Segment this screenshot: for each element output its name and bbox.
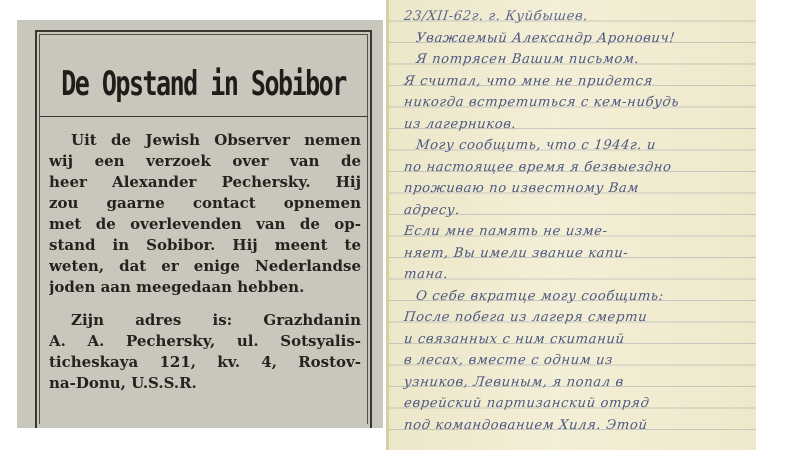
article-line: na-Donu, U.S.S.R.	[49, 374, 197, 392]
letter-line: Я считал, что мне не придется	[403, 73, 654, 89]
letter-line: под командованием Хиля. Этой	[403, 417, 649, 433]
letter-line: После побега из лагеря смерти	[403, 310, 648, 325]
letter-date-line: 23/XII-62г. г. Куйбышев.	[403, 9, 589, 24]
article-line: Uit de Jewish Observer nemen	[71, 131, 361, 149]
letter-line: из лагерников.	[403, 116, 518, 132]
letter-line: О себе вкратце могу сообщить:	[415, 288, 665, 304]
letter-line: и связанных с ним скитаний	[403, 331, 626, 347]
letter-line: няет, Вы имели звание капи-	[403, 245, 630, 261]
newspaper-clipping	[17, 20, 383, 428]
letter-line: Если мне память не изме-	[403, 224, 609, 239]
letter-line: проживаю по известному Вам	[403, 181, 640, 196]
article-line: wij een verzoek over van de	[49, 152, 361, 170]
clipping-article	[49, 130, 361, 394]
article-line: weten, dat er enige Nederlandse	[49, 257, 361, 275]
clipping-headline: De Opstand in Sobibor	[61, 64, 346, 104]
letter-line: в лесах, вместе с одним из	[403, 353, 614, 368]
letter-line: тана.	[403, 267, 449, 282]
article-line: heer Alexander Pechersky. Hij	[49, 173, 361, 191]
letter-line: Могу сообщить, что с 1944г. и	[415, 138, 657, 153]
letter-text	[396, 6, 752, 436]
paper-edge	[386, 0, 389, 450]
letter-line: по настоящее время я безвыездно	[403, 159, 673, 175]
letter-line: никогда встретиться с кем-нибудь	[403, 95, 680, 110]
article-line: stand in Sobibor. Hij meent te	[49, 236, 361, 254]
article-line: ticheskaya 121, kv. 4, Rostov-	[49, 353, 361, 371]
letter-line: адресу.	[403, 202, 461, 218]
letter-line: Я потрясен Вашим письмом.	[415, 52, 641, 67]
article-line: Zijn adres is: Grazhdanin	[71, 311, 361, 329]
letter-greeting: Уважаемый Александр Аронович!	[415, 30, 676, 46]
letter-line: узников, Левиным, я попал в	[403, 374, 625, 390]
article-line: joden aan meegedaan hebben.	[49, 278, 305, 296]
paragraph-gap	[49, 298, 361, 310]
headline-rule	[39, 116, 368, 117]
handwritten-letter	[386, 0, 756, 450]
article-line: zou gaarne contact opnemen	[49, 194, 361, 212]
article-line: met de overlevenden van de op-	[49, 215, 361, 233]
letter-line: еврейский партизанский отряд	[403, 396, 651, 411]
article-line: A. A. Pechersky, ul. Sotsyalis-	[49, 332, 361, 350]
